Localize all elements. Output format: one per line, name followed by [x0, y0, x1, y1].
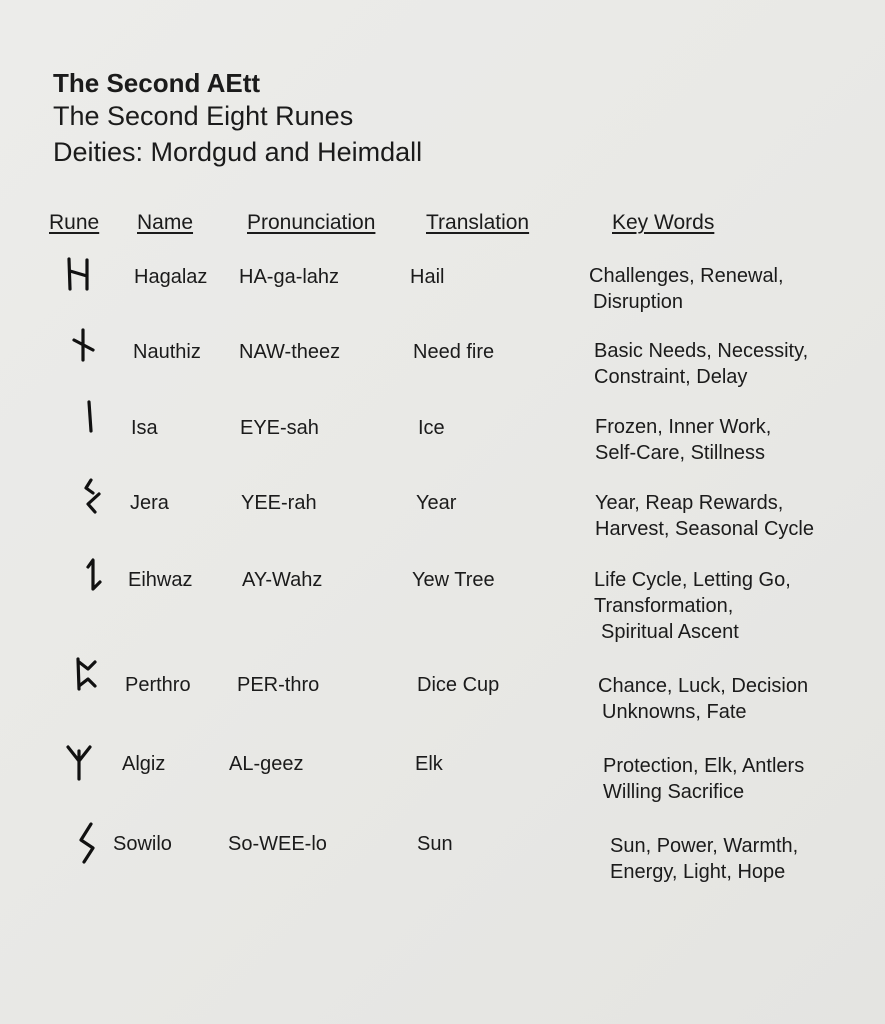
rune-translation: Year — [416, 492, 457, 514]
rune-translation: Hail — [410, 266, 445, 288]
rune-pronunciation: YEE-rah — [241, 492, 317, 514]
perthro-rune-icon — [70, 651, 104, 697]
rune-keywords: Chance, Luck, Decision Unknowns, Fate — [598, 675, 809, 723]
rune-translation: Need fire — [413, 341, 495, 363]
page-header — [53, 68, 422, 170]
hagalaz-rune-icon — [62, 251, 96, 297]
rune-pronunciation: NAW-theez — [239, 341, 341, 363]
rune-pronunciation: AY-Wahz — [242, 569, 323, 591]
rune-name: Isa — [131, 417, 158, 439]
eihwaz-rune-icon — [78, 553, 112, 599]
column-header-name: Name — [137, 211, 194, 234]
rune-keywords: Frozen, Inner Work, Self-Care, Stillness — [595, 416, 772, 464]
deities-line: Deities: Mordgud and Heimdall — [53, 137, 423, 167]
rune-keywords: Basic Needs, Necessity, Constraint, Delay — [594, 340, 809, 388]
rune-name: Sowilo — [113, 833, 172, 855]
rune-translation: Sun — [417, 833, 453, 855]
rune-name: Jera — [130, 492, 169, 514]
rune-translation: Ice — [418, 417, 445, 439]
nauthiz-rune-icon — [66, 322, 100, 368]
column-header-translation: Translation — [426, 211, 530, 234]
rune-keywords: Challenges, Renewal, Disruption — [589, 265, 784, 313]
rune-keywords: Sun, Power, Warmth, Energy, Light, Hope — [610, 835, 799, 883]
rune-pronunciation: AL-geez — [229, 753, 304, 775]
rune-translation: Yew Tree — [412, 569, 495, 591]
column-header-rune: Rune — [49, 211, 100, 234]
rune-keywords: Life Cycle, Letting Go, Transformation, Spiritual Ascent — [594, 569, 791, 643]
rune-keywords: Protection, Elk, Antlers Willing Sacrifice — [603, 755, 805, 803]
rune-name: Hagalaz — [134, 266, 208, 288]
column-header-key-words: Key Words — [612, 211, 715, 234]
rune-name: Nauthiz — [133, 341, 201, 363]
column-header-pronunciation: Pronunciation — [247, 211, 376, 234]
rune-pronunciation: HA-ga-lahz — [239, 266, 340, 288]
rune-name: Perthro — [125, 674, 191, 696]
rune-pronunciation: PER-thro — [237, 674, 320, 696]
rune-pronunciation: EYE-sah — [240, 417, 319, 439]
rune-pronunciation: So-WEE-lo — [228, 833, 327, 855]
sowilo-rune-icon — [70, 818, 104, 864]
isa-rune-icon — [74, 395, 108, 441]
rune-keywords: Year, Reap Rewards, Harvest, Seasonal Cycle — [595, 492, 814, 540]
rune-translation: Dice Cup — [417, 674, 500, 696]
page-title: The Second AEtt — [53, 68, 261, 98]
rune-translation: Elk — [415, 753, 443, 775]
rune-name: Eihwaz — [128, 569, 193, 591]
jera-rune-icon — [77, 474, 111, 520]
page-subtitle: The Second Eight Runes — [53, 101, 354, 131]
algiz-rune-icon — [62, 739, 96, 785]
rune-name: Algiz — [122, 753, 166, 775]
